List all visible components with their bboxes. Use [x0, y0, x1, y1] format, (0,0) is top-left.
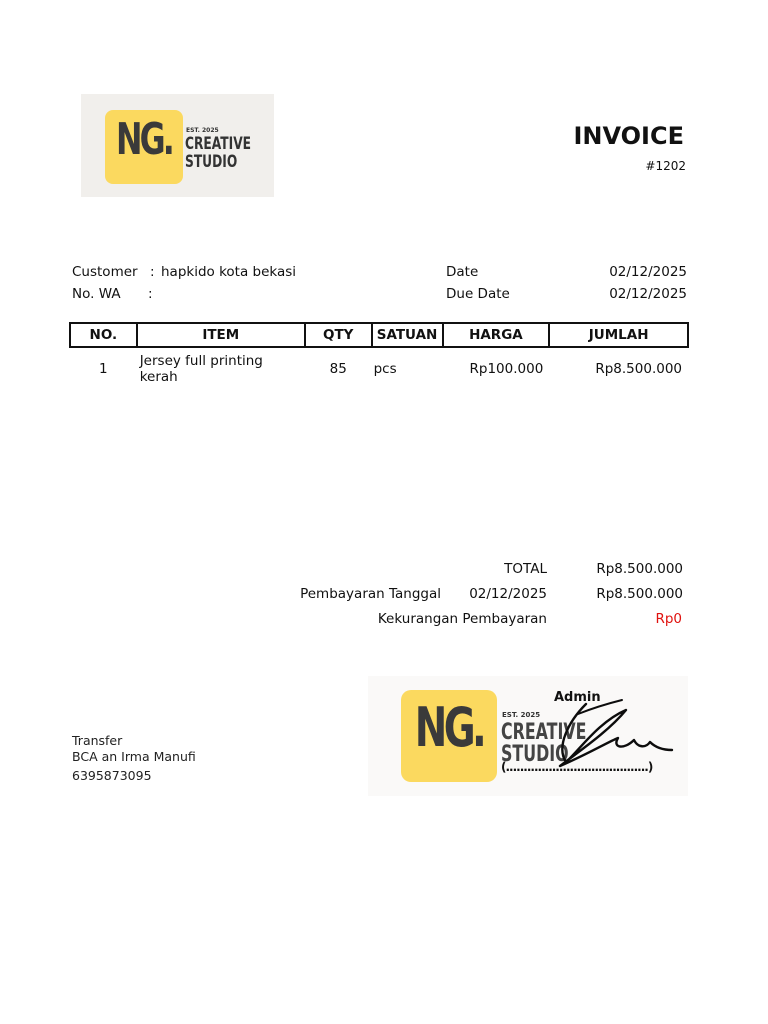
payment-date: 02/12/2025: [469, 586, 547, 602]
customer-label: Customer: [72, 264, 138, 280]
date-value: 02/12/2025: [609, 264, 687, 280]
invoice-title: INVOICE: [573, 122, 684, 150]
row-item: Jersey full printing kerah: [139, 353, 263, 385]
table-header-row: [70, 323, 688, 347]
company-logo: [81, 94, 274, 197]
row-qty: 85: [329, 361, 347, 377]
signature-name-line: (........................................): [501, 760, 653, 774]
stamp-logo-badge: [401, 690, 497, 782]
stamp-word-creative: CREATIVE: [501, 720, 587, 745]
customer-value: hapkido kota bekasi: [161, 264, 297, 280]
signature-stamp: [368, 676, 688, 796]
logo-initials: NG.: [116, 114, 172, 165]
invoice-number: #1202: [645, 159, 686, 173]
row-harga: Rp100.000: [469, 361, 544, 377]
logo-badge: [105, 110, 183, 184]
header-satuan: SATUAN: [372, 323, 443, 347]
payment-method: Transfer: [72, 733, 123, 748]
wa-separator: :: [148, 286, 153, 302]
row-jumlah: Rp8.500.000: [595, 361, 682, 377]
payment-account: 6395873095: [72, 768, 152, 783]
total-value: Rp8.500.000: [596, 561, 683, 577]
total-label: TOTAL: [504, 561, 547, 577]
header-no: NO.: [70, 323, 137, 347]
stamp-logo-est: EST. 2025: [502, 711, 541, 719]
stamp-word-studio: STUDIO: [501, 742, 569, 767]
date-label: Date: [446, 264, 479, 280]
customer-separator: :: [150, 264, 155, 280]
header-harga: HARGA: [443, 323, 550, 347]
row-satuan: pcs: [373, 361, 397, 377]
logo-word-creative: CREATIVE: [185, 134, 252, 154]
logo-est: EST. 2025: [186, 127, 219, 134]
payment-date-label: Pembayaran Tanggal: [300, 586, 441, 602]
header-qty: QTY: [305, 323, 372, 347]
row-no: 1: [99, 361, 108, 377]
remaining-value: Rp0: [655, 611, 682, 627]
table-row: [70, 347, 688, 386]
logo-word-studio: STUDIO: [185, 152, 238, 172]
items-table: [69, 322, 689, 386]
header-item: ITEM: [137, 323, 305, 347]
wa-label: No. WA: [72, 286, 121, 302]
due-date-value: 02/12/2025: [609, 286, 687, 302]
due-date-label: Due Date: [446, 286, 510, 302]
payment-amount: Rp8.500.000: [596, 586, 683, 602]
header-jumlah: JUMLAH: [549, 323, 688, 347]
stamp-logo-initials: NG.: [414, 696, 484, 759]
signature-role: Admin: [554, 690, 601, 705]
payment-bank: BCA an Irma Manufi: [72, 749, 196, 764]
remaining-label: Kekurangan Pembayaran: [377, 611, 547, 627]
